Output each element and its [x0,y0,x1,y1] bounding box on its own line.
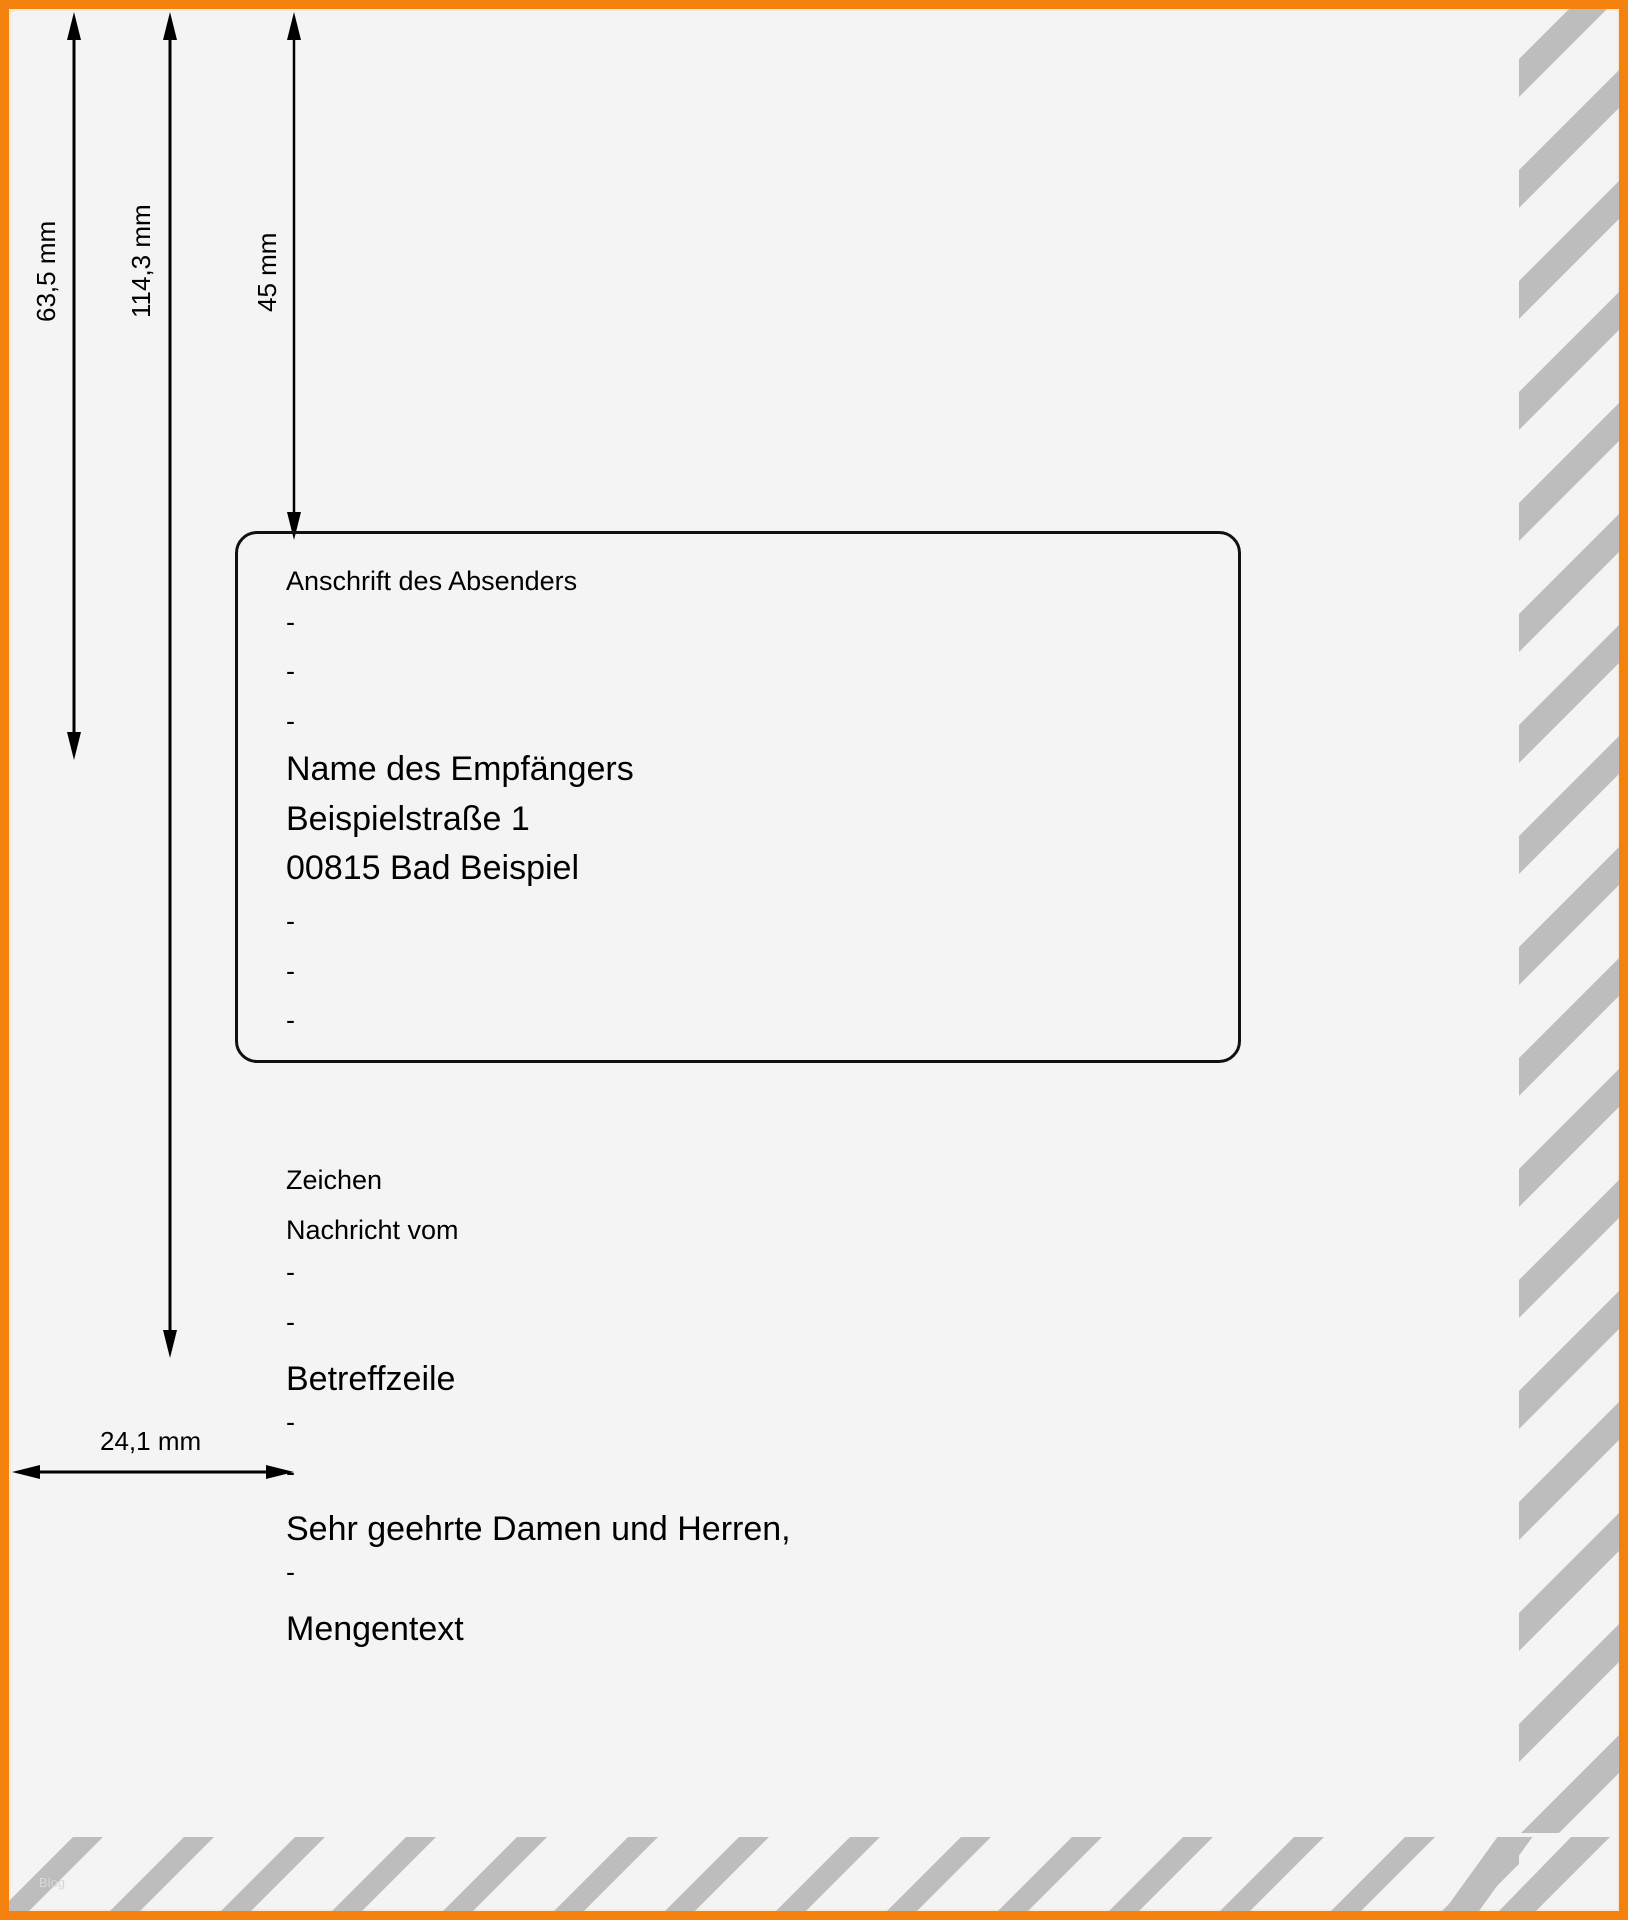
address-trailing-line: - [286,956,295,986]
dimension-63-5mm-arrow [67,12,81,760]
dimension-label-45mm: 45 mm [252,232,282,312]
recipient-name: Name des Empfängers [286,750,634,788]
address-window-frame [235,531,1241,1063]
dimension-114-3mm-arrow [163,12,177,1358]
dimension-45mm-arrow [287,12,301,540]
recipient-city: 00815 Bad Beispiel [286,849,580,887]
info-spacer-line: - [286,1307,295,1337]
sender-line: - [286,607,295,637]
salutation: Sehr geehrte Damen und Herren, [286,1510,791,1548]
info-spacer-line: - [286,1257,295,1287]
spacer-line: - [286,1407,295,1437]
sender-line: - [286,706,295,736]
sender-label: Anschrift des Absenders [286,566,578,596]
spacer-line: - [286,1557,295,1587]
message-date-label: Nachricht vom [286,1215,459,1245]
recipient-street: Beispielstraße 1 [286,800,530,838]
watermark: Blog [39,1875,66,1890]
reference-sign-label: Zeichen [286,1165,383,1195]
address-trailing-line: - [286,906,295,936]
sender-line: - [286,656,295,686]
body-text: Mengentext [286,1610,464,1648]
dimension-label-63-5mm: 63,5 mm [31,220,61,322]
dimension-label-114-3mm: 114,3 mm [126,204,156,318]
spacer-line: - [286,1457,295,1487]
subject-line: Betreffzeile [286,1360,456,1398]
dimension-label-24-1mm: 24,1 mm [100,1426,202,1456]
dimension-24-1mm-arrow [12,1465,294,1479]
address-trailing-line: - [286,1005,295,1035]
